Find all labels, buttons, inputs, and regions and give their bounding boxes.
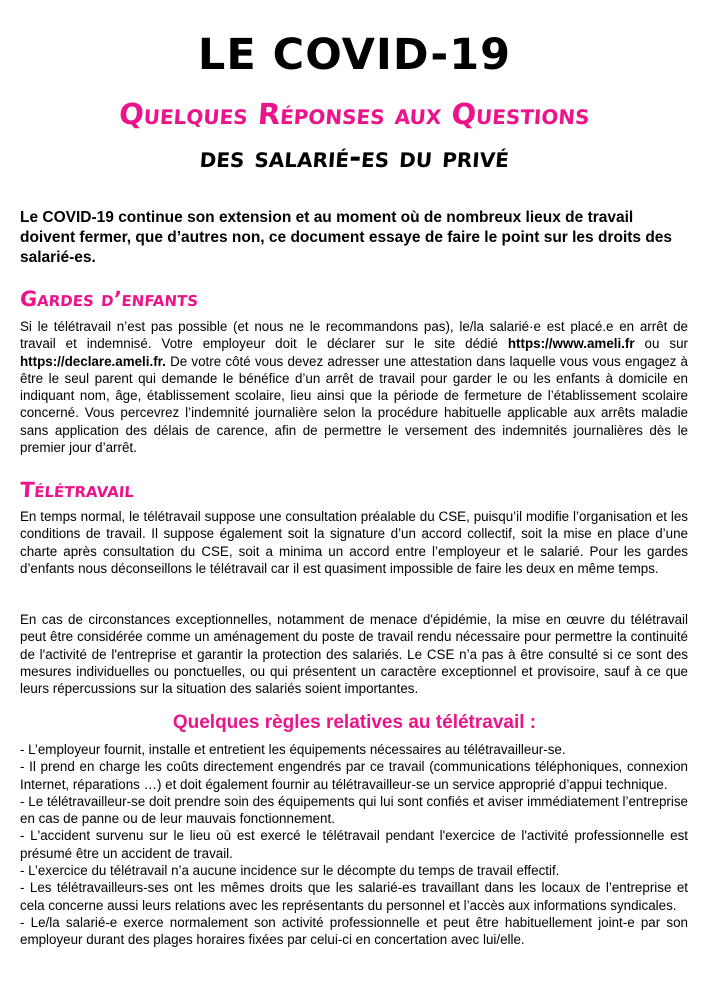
- teletravail-paragraph-2: En cas de circonstances exceptionnelles, notamment de menace d'épidémie, la mise en œuvre du télétravail peut être considérée comme un aménagement du poste de travail rendu nécessaire pour permettre la continuité de l'activité de l'entreprise et garantir la protection des salariés. Le CSE n’a pas à être consulté si ce sont des mesures individuelles ou ponctuelles, ou qui présentent un caractère exceptionnel et provisoire, sauf à ce que leurs répercussions sur la situation des salariés soient importantes.: [20, 612, 688, 697]
- gardes-text-3: De votre côté vous devez adresser une attestation dans laquelle vous vous engagez à être le seul parent qui demande le bénéfice d’un arrêt de travail pour garder le ou les enfants à domicile en indiquant nom, âge, établissement scolaire, lieu ainsi que la période de fermeture de l’établissement scolaire concerné. Vous percevrez l’indemnité journalière selon la procédure habituelle applicable aux arrêts maladie sans application des délais de carence, afin de permettre le versement des indemnités journalières dès le premier jour d’arrêt.: [20, 353, 688, 456]
- gardes-text-1: Si le télétravail n’est pas possible (et nous ne le recommandons pas), le/la salarié·e est placé.e en arrêt de travail et indemnisé. Votre employeur doit le déclarer sur le site dédié: [20, 319, 688, 352]
- ameli-link: https://www.ameli.fr: [507, 336, 635, 352]
- rules-heading: Quelques règles relatives au télétravail :: [172, 712, 537, 733]
- intro-paragraph: Le COVID-19 continue son extension et au moment où de nombreux lieux de travail doivent fermer, que d’autres non, ce document essaye de faire le point sur les droits des salarié-es.: [20, 209, 673, 266]
- subtitle-line-1: Quelques Réponses aux Questions: [118, 97, 591, 131]
- declare-ameli-link: https://declare.ameli.fr.: [20, 353, 166, 369]
- section-heading-gardes: Gardes d’enfants: [19, 287, 200, 311]
- subtitle-line-2: des salarié-es du privé: [198, 140, 511, 174]
- list-item: - L’employeur fournit, installe et entretient les équipements nécessaires au télétravailleur-se.: [20, 742, 566, 757]
- page-title: LE COVID-19: [197, 30, 512, 80]
- rules-list: [20, 741, 688, 949]
- gardes-paragraph: [20, 318, 688, 456]
- list-item: - L’exercice du télétravail n’a aucune incidence sur le décompte du temps de travail effectif.: [20, 863, 560, 879]
- gardes-text-2: ou sur: [634, 336, 689, 352]
- list-item: - Il prend en charge les coûts directement engendrés par ce travail (communications téléphoniques, connexion Internet, réparations …) et doit également fournir au télétravailleur-se un service approprié d’appui technique.: [20, 759, 688, 792]
- list-item: - L'accident survenu sur le lieu où est exercé le télétravail pendant l'exercice de l'activité professionnelle est présumé être un accident de travail.: [20, 828, 688, 861]
- list-item: - Le télétravailleur-se doit prendre soin des équipements qui lui sont confiés et aviser immédiatement l’entreprise en cas de panne ou de leur mauvais fonctionnement.: [20, 793, 688, 827]
- section-heading-teletravail: Télétravail: [19, 478, 135, 502]
- teletravail-paragraph-1: En temps normal, le télétravail suppose une consultation préalable du CSE, puisqu’il modifie l’organisation et les conditions de travail. Il suppose également soit la signature d’un accord collectif, soit la mise en place d’une charte après consultation du CSE, soit a minima un accord entre l’employeur et le salarié. Pour les gardes d’enfants nous déconseillons le télétravail car il est quasiment impossible de faire les deux en même temps.: [20, 509, 688, 576]
- list-item: - Les télétravailleurs-ses ont les mêmes droits que les salarié-es travaillant dans les locaux de l’entreprise et cela concerne aussi leurs relations avec les représentants du personnel et l’accès aux informations syndicales.: [20, 880, 688, 913]
- list-item: - Le/la salarié-e exerce normalement son activité professionnelle et peut être habituellement joint-e par son employeur durant des plages horaires fixées par celui-ci en concertation avec lui/elle.: [20, 914, 688, 948]
